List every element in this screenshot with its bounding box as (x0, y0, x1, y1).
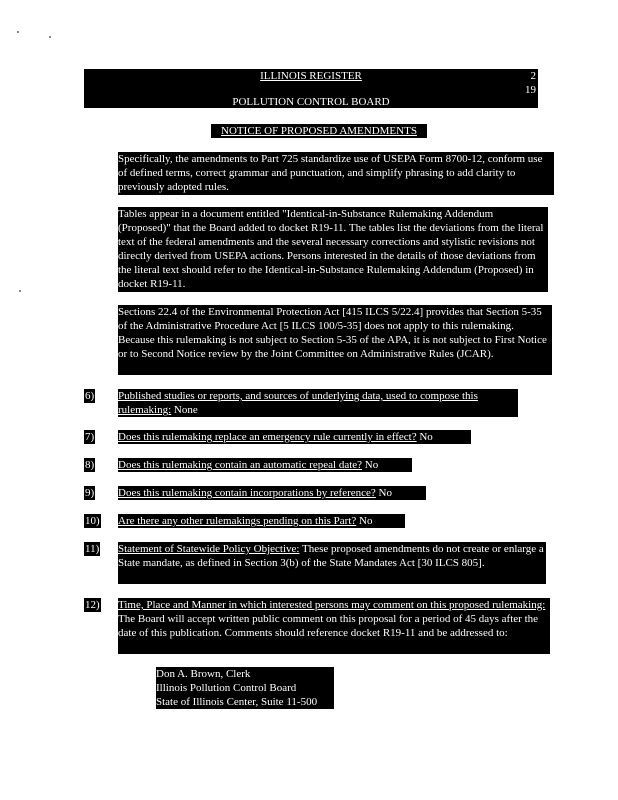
notice-title: NOTICE OF PROPOSED AMENDMENTS (211, 124, 427, 138)
item-repeal-date: Does this rulemaking contain an automatic repeal date? No (118, 458, 412, 472)
item-comment-manner: Time, Place and Manner in which interested persons may comment on this proposed rulemaking: The Board will accept written public comment on this proposal for a period of 45 days after the date of this publication. Comments should reference docket R19-11 and be addressed to: (118, 598, 550, 654)
item-number: 11) (85, 543, 100, 555)
item-emergency-rule: Does this rulemaking replace an emergency rule currently in effect? No (118, 430, 471, 444)
scan-speck (49, 36, 51, 38)
paragraph-sections: Sections 22.4 of the Environmental Protection Act [415 ILCS 5/22.4] provides that Section 5-35 of the Administrative Procedure Act [5 ILCS 100/5-35] does not apply to this rulemaking. Because this rulemaking is not subject to Section 5-35 of the APA, it is not subject to First Notice or to Second Notice review by the Joint Committee on Administrative Rules (JCAR). (118, 305, 552, 375)
address-name: Don A. Brown, Clerk (156, 668, 251, 680)
address-street: State of Illinois Center, Suite 11-500 (156, 696, 318, 708)
paragraph-tables: Tables appear in a document entitled "Identical-in-Substance Rulemaking Addendum (Proposed)" that the Board added to docket R19-11. The tables list the deviations from the literal text of the federal amendments and the several necessary corrections and stylistic revisions not directly derived from USEPA actions. Persons interested in the details of those deviations from the literal text should refer to the Identical-in-Substance Rulemaking Addendum (Proposed) in docket R19-11. (118, 207, 548, 292)
board-title: POLLUTION CONTROL BOARD (232, 96, 390, 108)
address-org: Illinois Pollution Control Board (156, 682, 297, 694)
item-pending-rulemakings: Are there any other rulemakings pending on this Part? No (118, 514, 405, 528)
item-number: 9) (85, 487, 95, 499)
item-number: 10) (85, 515, 100, 527)
item-policy-objective: Statement of Statewide Policy Objective: These proposed amendments do not create or enlarge a State mandate, as defined in Section 3(b) of the State Mandates Act [30 ILCS 805]. (118, 542, 546, 584)
item-number: 7) (85, 431, 95, 443)
item-number: 6) (85, 390, 95, 402)
header-bar (84, 69, 538, 108)
item-incorporations: Does this rulemaking contain incorporations by reference? No (118, 486, 426, 500)
scan-speck (17, 31, 19, 33)
paragraph-amendments: Specifically, the amendments to Part 725 standardize use of USEPA Form 8700-12, conform use of defined terms, correct grammar and punctuation, and simplify phrasing to add clarity to previously adopted rules. (118, 152, 554, 195)
scan-speck (19, 290, 21, 292)
item-number: 8) (85, 459, 95, 471)
year-label: 19 (525, 84, 536, 96)
register-title: ILLINOIS REGISTER (260, 70, 362, 82)
address-block (156, 667, 334, 709)
item-studies: Published studies or reports, and sources of underlying data, used to compose this rulemaking: None (118, 389, 518, 417)
page-number: 2 (530, 70, 536, 82)
item-number: 12) (85, 599, 100, 611)
